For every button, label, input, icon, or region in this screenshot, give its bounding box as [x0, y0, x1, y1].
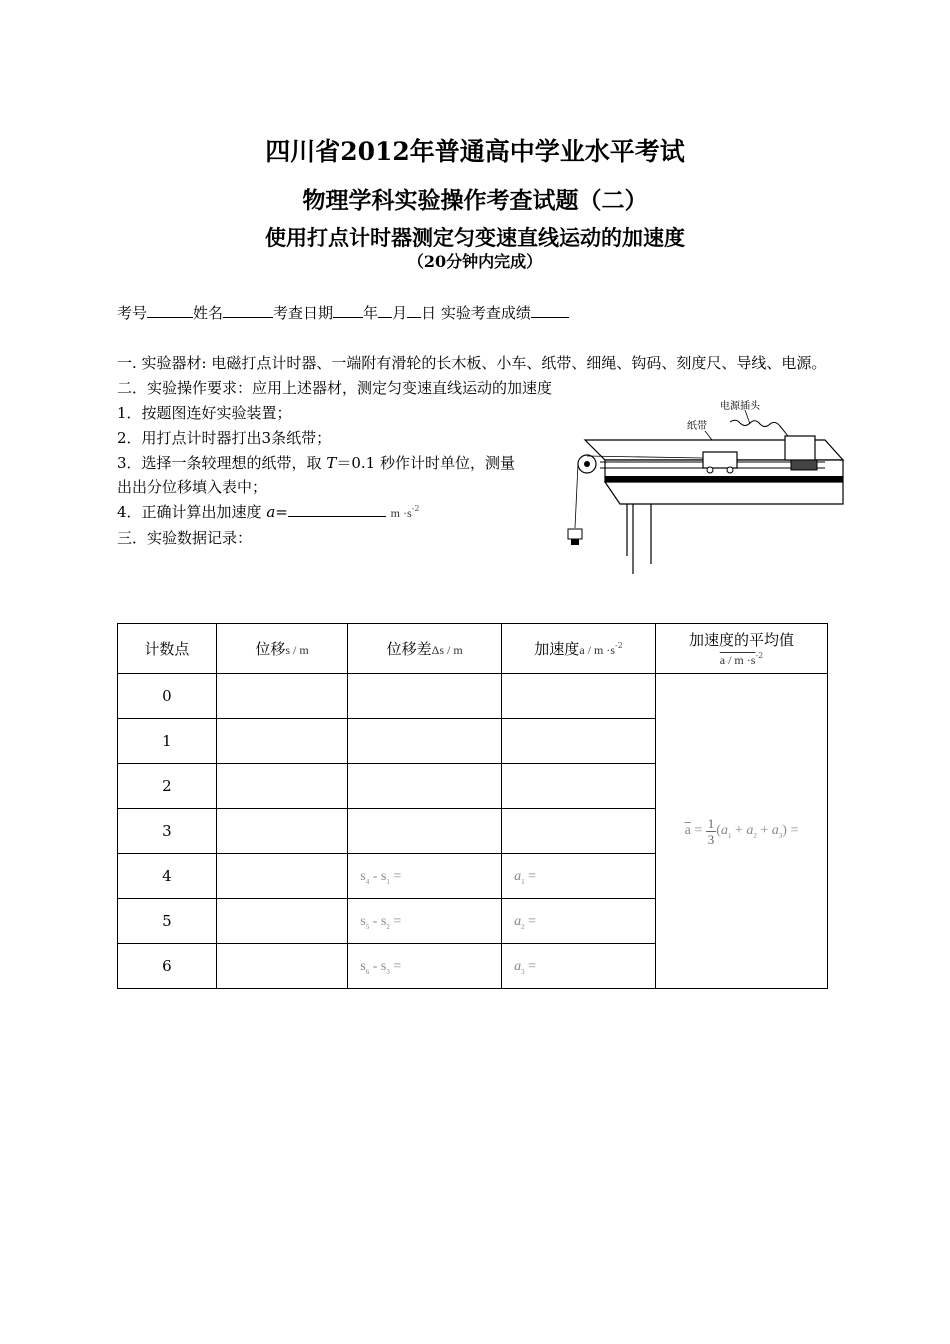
avg-plus-2: +: [760, 823, 769, 839]
diff-minus: -: [372, 869, 378, 885]
header-accel-exp: -2: [614, 641, 623, 650]
accel-a-sub: 3: [521, 967, 525, 976]
header-acceleration: [502, 624, 656, 674]
displacement-cell[interactable]: [216, 719, 347, 764]
avg-a1: a: [720, 823, 728, 839]
header-diff-label: 位移差: [386, 640, 432, 658]
diff-cell[interactable]: [348, 899, 502, 944]
diff-cell[interactable]: [348, 764, 502, 809]
title-line-1: 四川省2012年普通高中学业水平考试: [265, 137, 685, 166]
avg-a3-sub: 3: [778, 832, 783, 841]
diff-s-b: s: [380, 869, 387, 885]
exam-no-blank[interactable]: [147, 303, 193, 318]
accel-eq: =: [528, 869, 536, 885]
table-header-row: [118, 624, 828, 674]
accel-cell[interactable]: [502, 854, 656, 899]
hook-weight: [568, 529, 582, 539]
accel-a-sub: 2: [521, 922, 525, 931]
diff-s-a-sub: 4: [365, 877, 370, 886]
table-row: [118, 674, 828, 719]
accel-eq: =: [528, 959, 536, 975]
year-label: 年: [363, 304, 379, 322]
accel-a: a: [514, 959, 522, 975]
diff-s-a: s: [360, 914, 366, 930]
row-label: 1: [118, 719, 217, 764]
row-label: 0: [118, 674, 217, 719]
step-4: [117, 501, 419, 522]
month-label: 月: [392, 304, 408, 322]
accel-cell[interactable]: [502, 809, 656, 854]
diff-s-a: s: [360, 959, 366, 975]
header-avg-label: 加速度的平均值: [688, 631, 794, 649]
cart: [703, 452, 737, 468]
tape-label: 纸带: [687, 421, 707, 432]
frac-den: 3: [707, 831, 715, 847]
step-2: 2．用打点计时器打出3条纸带；: [117, 429, 332, 447]
avg-plus-1: +: [734, 823, 743, 839]
date-label: 考查日期: [273, 304, 334, 322]
info-line: [117, 302, 569, 323]
time-note: （20分钟内完成）: [407, 252, 543, 271]
header-diff-unit: Δs / m: [431, 643, 463, 657]
header-accel-unit: a / m ·s: [579, 643, 615, 657]
title-line-3: 使用打点计时器测定匀变速直线运动的加速度: [265, 225, 685, 250]
diff-minus: -: [372, 959, 378, 975]
exam-no-label: 考号: [117, 304, 148, 322]
diff-s-a-sub: 6: [365, 967, 370, 976]
name-label: 姓名: [193, 304, 224, 322]
displacement-cell[interactable]: [216, 944, 347, 989]
month-blank[interactable]: [378, 303, 392, 318]
timer: [785, 436, 815, 460]
displacement-cell[interactable]: [216, 764, 347, 809]
avg-eq: =: [694, 823, 703, 839]
diff-cell[interactable]: [348, 854, 502, 899]
data-table: [117, 623, 828, 989]
accel-eq: =: [528, 914, 536, 930]
step-3: [117, 452, 515, 473]
header-avg-acceleration: [656, 624, 828, 674]
diff-eq: =: [393, 869, 402, 885]
accel-a-sub: 1: [521, 877, 525, 886]
step-3-T: T: [326, 454, 337, 472]
header-accel-label: 加速度: [534, 640, 580, 658]
step-4-eq: =: [275, 503, 288, 521]
accel-cell[interactable]: [502, 944, 656, 989]
name-blank[interactable]: [223, 303, 273, 318]
board-edge: [605, 476, 843, 482]
avg-open: (: [716, 823, 721, 839]
header-displacement: [216, 624, 347, 674]
diff-s-b-sub: 1: [386, 877, 390, 886]
step-3-cont: 出出分位移填入表中；: [117, 478, 268, 496]
avg-a2-sub: 2: [753, 832, 757, 841]
displacement-cell[interactable]: [216, 809, 347, 854]
accel-a: a: [514, 869, 522, 885]
diff-cell[interactable]: [348, 809, 502, 854]
displacement-cell[interactable]: [216, 674, 347, 719]
diff-s-b: s: [380, 914, 387, 930]
avg-cell[interactable]: [656, 674, 828, 989]
avg-abar: $\overline{a}$: [684, 823, 691, 839]
diff-s-b-sub: 2: [386, 922, 390, 931]
step-4-text: 4．正确计算出加速度: [117, 503, 267, 521]
frac-num: 1: [707, 815, 715, 831]
diff-minus: -: [372, 914, 378, 930]
avg-a3: a: [771, 823, 779, 839]
diff-cell[interactable]: [348, 674, 502, 719]
row-label: 3: [118, 809, 217, 854]
step-4-a: a: [266, 503, 276, 521]
avg-close: ): [782, 823, 787, 839]
row-label: 2: [118, 764, 217, 809]
row-label: 6: [118, 944, 217, 989]
step-3-text-a: 3．选择一条较理想的纸带，取: [117, 454, 327, 472]
header-displacement-unit: s / m: [285, 643, 309, 657]
header-displacement-diff: [348, 624, 502, 674]
accel-a: a: [514, 914, 522, 930]
accel-cell[interactable]: [502, 899, 656, 944]
avg-fraction: [706, 816, 717, 847]
day-blank[interactable]: [407, 303, 421, 318]
diff-cell[interactable]: [348, 944, 502, 989]
row-label: 5: [118, 899, 217, 944]
header-avg-unit: a / m ·s: [719, 653, 756, 667]
accel-cell[interactable]: [502, 719, 656, 764]
diff-s-a: s: [360, 869, 366, 885]
title-line-2: 物理学科实验操作考查试题（二）: [302, 187, 648, 214]
displacement-cell[interactable]: [216, 854, 347, 899]
day-score-label: 日 实验考查成绩: [421, 304, 531, 322]
avg-a1-sub: 1: [727, 832, 732, 841]
accel-cell[interactable]: [502, 764, 656, 809]
avg-formula: [684, 815, 799, 847]
step-3-text-b: ＝0.1 秒作计时单位，测量: [336, 454, 515, 472]
diff-s-b: s: [380, 959, 387, 975]
header-avg-exp: -2: [755, 651, 764, 660]
avg-eq2: =: [790, 823, 799, 839]
diff-eq: =: [393, 959, 402, 975]
avg-a2: a: [746, 823, 754, 839]
diff-cell[interactable]: [348, 719, 502, 764]
header-counting-point: 计数点: [118, 624, 217, 674]
step-4-exp: -2: [411, 504, 420, 513]
diff-s-b-sub: 3: [386, 967, 390, 976]
step-1: 1．按题图连好实验装置；: [117, 404, 292, 422]
year-blank[interactable]: [333, 303, 363, 318]
acceleration-blank[interactable]: [288, 502, 386, 517]
score-blank[interactable]: [531, 303, 569, 318]
diff-eq: =: [393, 914, 402, 930]
requirements-text: 二．实验操作要求：应用上述器材，测定匀变速直线运动的加速度: [117, 379, 553, 397]
diff-s-a-sub: 5: [365, 922, 370, 931]
power-cord: [730, 420, 788, 436]
equipment-text: 一. 实验器材: 电磁打点计时器、一端附有滑轮的长木板、小车、纸带、细绳、钩码、刻度尺、导线、电源。: [117, 354, 827, 372]
record-heading: 三．实验数据记录：: [117, 529, 253, 547]
header-displacement-label: 位移: [255, 640, 286, 658]
apparatus-figure: [555, 396, 850, 581]
displacement-cell[interactable]: [216, 899, 347, 944]
step-4-unit: m ·s: [390, 506, 412, 520]
row-label: 4: [118, 854, 217, 899]
power-plug-label: 电源插头: [720, 401, 760, 412]
accel-cell[interactable]: [502, 674, 656, 719]
